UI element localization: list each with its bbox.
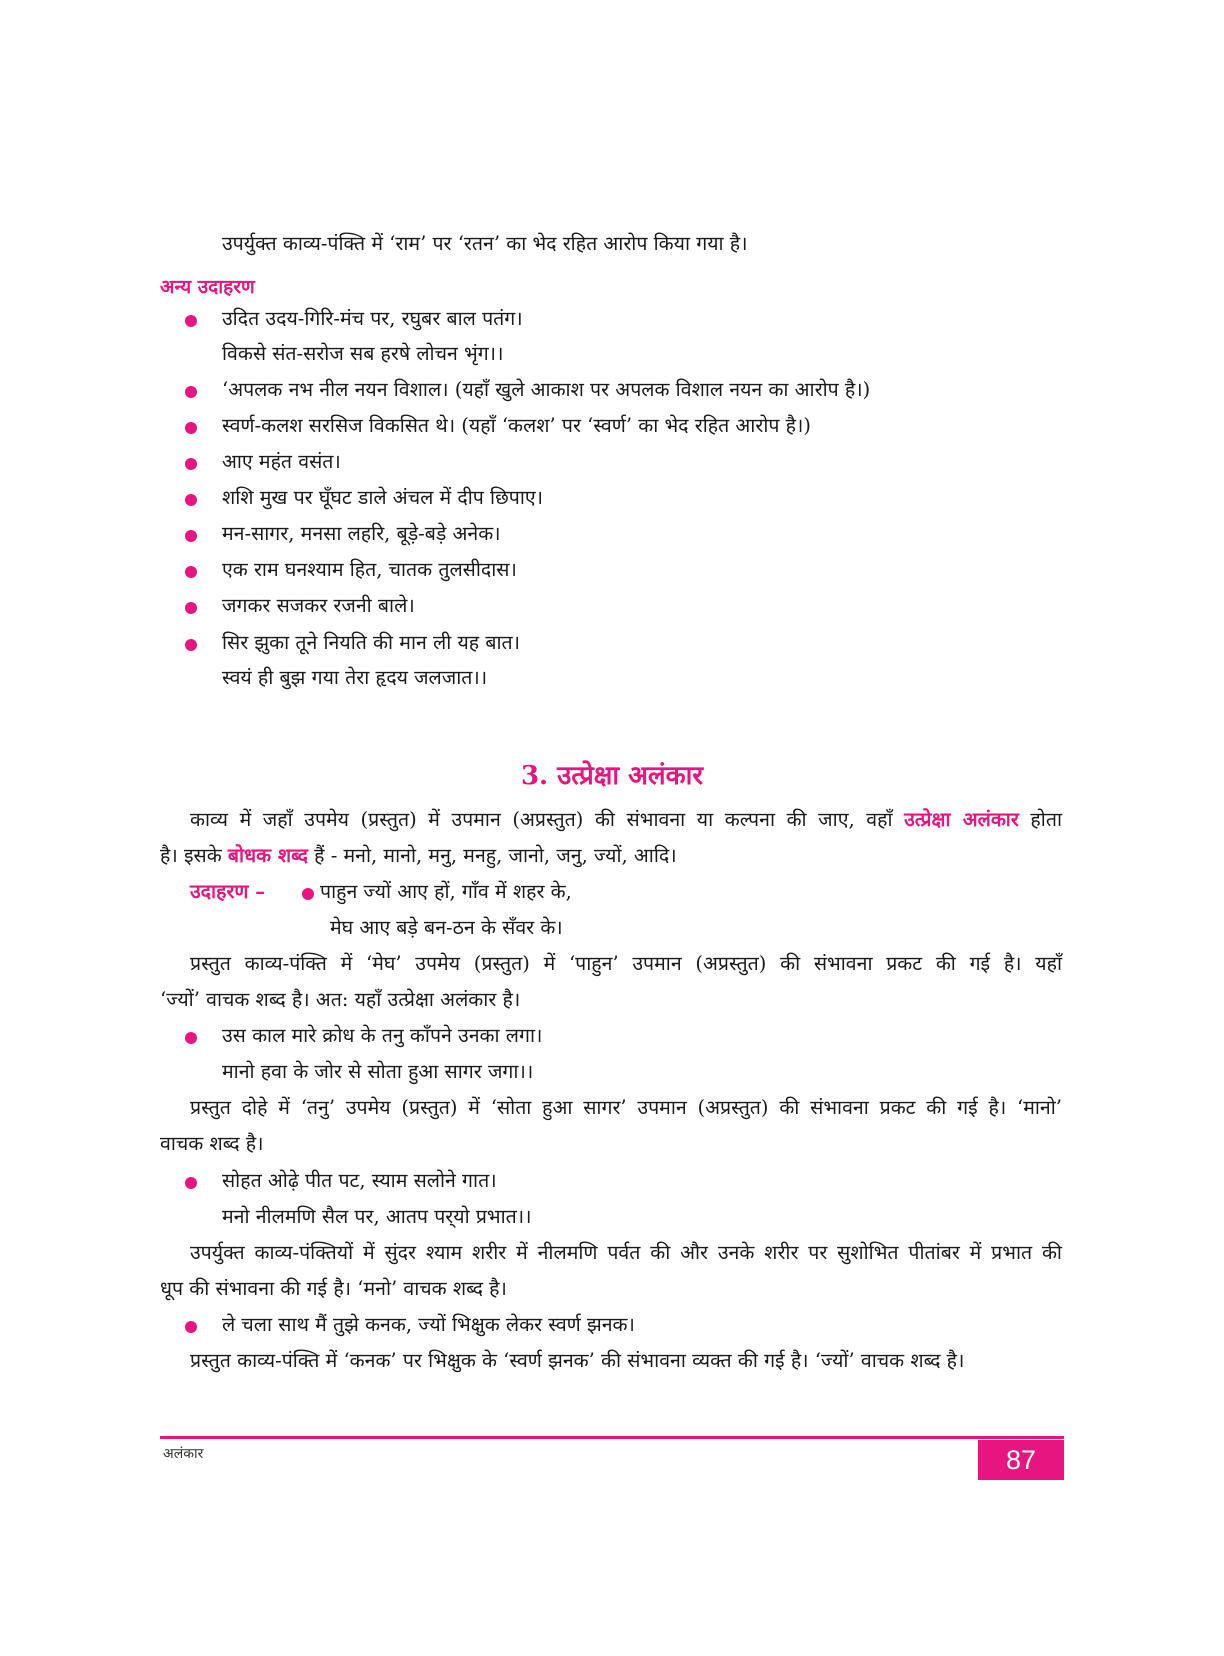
definition-line-1 xyxy=(190,806,1062,834)
example-line: शशि मुख पर घूँघट डाले अंचल में दीप छिपाए। xyxy=(222,486,544,509)
example-line: स्वर्ण-कलश सरसिज विकसित थे। (यहाँ ‘कलश’ पर ‘स्वर्ण’ का भेद रहित आरोप है।) xyxy=(222,414,811,437)
highlight-term: उत्प्रेक्षा अलंकार xyxy=(904,808,1019,831)
page-number: 87 xyxy=(1005,1444,1037,1475)
definition-text: है। इसके xyxy=(160,844,222,867)
bullet-icon xyxy=(302,888,314,900)
bullet-icon xyxy=(185,530,197,542)
bullet-icon xyxy=(185,1032,197,1044)
example-line: मन-सागर, मनसा लहरि, बूड़े-बड़े अनेक। xyxy=(222,522,501,545)
bullet-icon xyxy=(185,639,197,651)
example-line: मनो नीलमणि सैल पर, आतप पर्‌यो प्रभात।। xyxy=(222,1205,532,1228)
example-line: पाहुन ज्यों आए हों, गाँव में शहर के, xyxy=(320,880,572,903)
page-number-badge xyxy=(978,1440,1064,1480)
example-line: ले चला साथ मैं तुझे कनक, ज्यों भिक्षुक लेकर स्वर्ण झनक। xyxy=(222,1313,635,1336)
bullet-icon xyxy=(185,602,197,614)
example-line: स्वयं ही बुझ गया तेरा हृदय जलजात।। xyxy=(222,666,488,689)
bullet-icon xyxy=(185,458,197,470)
bullet-icon xyxy=(185,566,197,578)
footer-chapter-label: अलंकार xyxy=(163,1446,204,1462)
explanation-line: धूप की संभावना की गई है। ‘मनो’ वाचक शब्द है। xyxy=(160,1277,507,1300)
other-examples-heading: अन्य उदाहरण xyxy=(160,276,255,298)
definition-line-2 xyxy=(160,842,677,870)
explanation-line: प्रस्तुत दोहे में ‘तनु’ उपमेय (प्रस्तुत) में ‘सोता हुआ सागर’ उपमान (अप्रस्तुत) की संभावना प्रकट की गई है। ‘मानो’ xyxy=(190,1096,1062,1119)
explanation-line: ‘ज्यों’ वाचक शब्द है। अत: यहाँ उत्प्रेक्षा अलंकार है। xyxy=(160,988,521,1011)
explanation-line: प्रस्तुत काव्य-पंक्ति में ‘मेघ’ उपमेय (प्रस्तुत) में ‘पाहुन’ उपमान (अप्रस्तुत) की संभावना प्रकट की गई है। यहाँ xyxy=(190,952,1062,975)
example-line: जगकर सजकर रजनी बाले। xyxy=(222,594,415,617)
example-line: सिर झुका तूने नियति की मान ली यह बात। xyxy=(222,631,521,654)
example-line: आए महंत वसंत। xyxy=(222,450,341,473)
example-line: सोहत ओढ़े पीत पट, स्याम सलोने गात। xyxy=(222,1169,497,1192)
example-line: मेघ आए बड़े बन-ठन के सँवर के। xyxy=(330,916,563,939)
explanation-line: वाचक शब्द है। xyxy=(160,1132,264,1155)
example-line: उस काल मारे क्रोध के तनु काँपने उनका लगा। xyxy=(222,1024,543,1047)
definition-text: हैं - मनो, मानो, मनु, मनहु, जानो, जनु, ज्यों, आदि। xyxy=(314,844,677,867)
footer-divider xyxy=(160,1436,1064,1439)
bullet-icon xyxy=(185,386,197,398)
definition-text: होता xyxy=(1030,808,1062,831)
bullet-icon xyxy=(185,315,197,327)
example-label-line xyxy=(190,878,265,906)
definition-text: काव्य में जहाँ उपमेय (प्रस्तुत) में उपमान (अप्रस्तुत) की संभावना या कल्पना की जाए, वहाँ xyxy=(190,808,893,831)
bullet-icon xyxy=(185,422,197,434)
explanation-line: प्रस्तुत काव्य-पंक्ति में ‘कनक’ पर भिक्षुक के ‘स्वर्ण झनक’ की संभावना व्यक्त की गई है। ‘ज्यों’ वाचक शब्द है। xyxy=(190,1349,965,1372)
explanation-line: उपर्युक्त काव्य-पंक्तियों में सुंदर श्याम शरीर में नीलमणि पर्वत की और उनके शरीर पर सुशोभित पीतांबर में प्रभात की xyxy=(190,1241,1062,1264)
example-label: उदाहरण – xyxy=(190,880,266,903)
bullet-icon xyxy=(185,494,197,506)
bullet-icon xyxy=(185,1177,197,1189)
bullet-icon xyxy=(185,1321,197,1333)
example-line: विकसे संत-सरोज सब हरषे लोचन भृंग।। xyxy=(222,342,504,365)
example-line: एक राम घनश्याम हित, चातक तुलसीदास। xyxy=(222,558,517,581)
section-title: 3. उत्प्रेक्षा अलंकार xyxy=(520,761,704,791)
intro-text: उपर्युक्त काव्य-पंक्ति में ‘राम’ पर ‘रतन’ का भेद रहित आरोप किया गया है। xyxy=(222,232,748,255)
example-line: उदित उदय-गिरि-मंच पर, रघुबर बाल पतंग। xyxy=(222,307,523,330)
example-line: मानो हवा के जोर से सोता हुआ सागर जगा।। xyxy=(222,1060,534,1083)
example-line: ‘अपलक नभ नील नयन विशाल। (यहाँ खुले आकाश पर अपलक विशाल नयन का आरोप है।) xyxy=(222,378,871,401)
highlight-term: बोधक शब्द xyxy=(227,844,308,867)
